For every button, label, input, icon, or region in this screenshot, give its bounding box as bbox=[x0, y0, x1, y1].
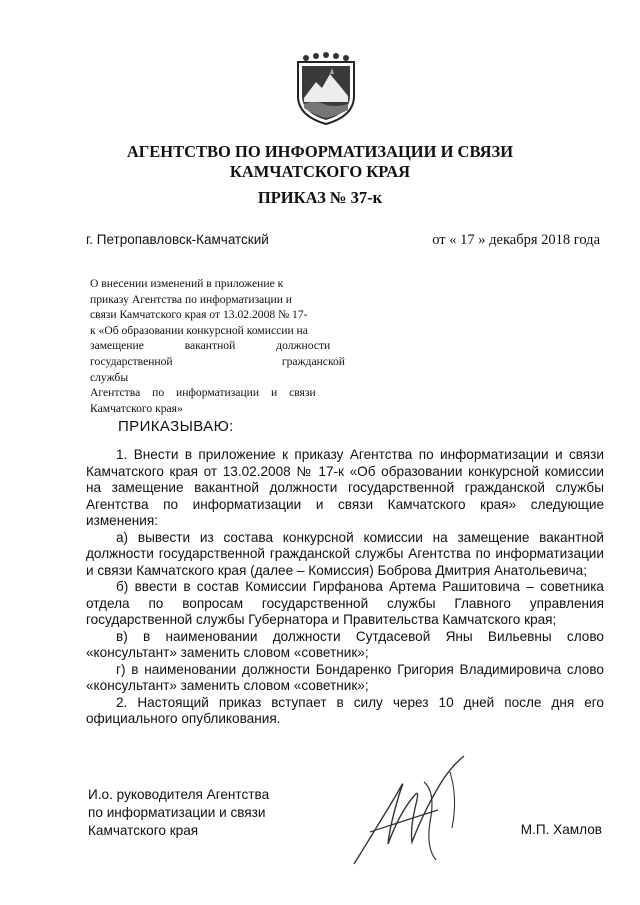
subject-line: замещение вакантной должности bbox=[90, 339, 331, 353]
position-line: по информатизации и связи bbox=[88, 805, 266, 820]
order-command: ПРИКАЗЫВАЮ: bbox=[118, 418, 234, 435]
order-title: ПРИКАЗ № 37-к bbox=[257, 188, 383, 207]
coat-of-arms-emblem bbox=[294, 52, 358, 126]
document-place: г. Петропавловск-Камчатский bbox=[86, 232, 269, 247]
position-line: Камчатского края bbox=[88, 823, 199, 838]
order-subitem-a: а) вывести из состава конкурсной комиссии на замещение вакантной должности государственной гражданской службы Агентства по информатизации и связи Камчатского края (далее – Комиссия) Боброва Дмитрия Анатольевича; bbox=[86, 529, 604, 578]
order-item-2: 2. Настоящий приказ вступает в силу через 10 дней после дня его официального опубликования. bbox=[86, 694, 604, 726]
subject-line: государственной гражданской службы bbox=[90, 354, 345, 384]
order-subitem-g: г) в наименовании должности Бондаренко Григория Владимировича слово «консультант» заменить словом «советник»; bbox=[86, 661, 604, 693]
subject-line: Агентства по информатизации и связи bbox=[90, 386, 316, 400]
subject-line: приказу Агентства по информатизации и bbox=[90, 292, 293, 306]
subject-line: О внесении изменений в приложение к bbox=[90, 277, 284, 290]
signatory-position bbox=[88, 786, 269, 840]
signatory-name: М.П. Хамлов bbox=[520, 822, 602, 837]
document-date: от « 17 » декабря 2018 года bbox=[432, 232, 600, 248]
agency-title-line1: АГЕНТСТВО ПО ИНФОРМАТИЗАЦИИ И СВЯЗИ bbox=[126, 142, 514, 161]
order-subject bbox=[90, 276, 345, 416]
handwritten-signature bbox=[340, 752, 480, 872]
order-subitem-b: б) ввести в состав Комиссии Гирфанова Артема Рашитовича – советника отдела по вопросам государственной службы Главного управления государственной службы Губернатора и Правительства Камчатского края; bbox=[86, 579, 604, 627]
agency-title-line2: КАМЧАТСКОГО КРАЯ bbox=[229, 162, 411, 181]
subject-line: связи Камчатского края от 13.02.2008 № 17- bbox=[90, 308, 308, 322]
order-item-1: 1. Внести в приложение к приказу Агентства по информатизации и связи Камчатского края от 13.02.2008 № 17-к «Об образовании конкурсной комиссии на замещение вакантной должности государственной гражданской службы Агентства по информатизации и связи Камчатского края» следующие изменения: bbox=[86, 447, 604, 528]
order-subitem-v: в) в наименовании должности Сутдасевой Яны Вильевны слово «консультант» заменить словом «советник»; bbox=[86, 628, 604, 660]
subject-line: к «Об образовании конкурсной комиссии на bbox=[90, 323, 308, 337]
subject-line: Камчатского края» bbox=[90, 401, 183, 415]
order-body bbox=[86, 447, 604, 728]
position-line: И.о. руководителя Агентства bbox=[88, 787, 270, 802]
